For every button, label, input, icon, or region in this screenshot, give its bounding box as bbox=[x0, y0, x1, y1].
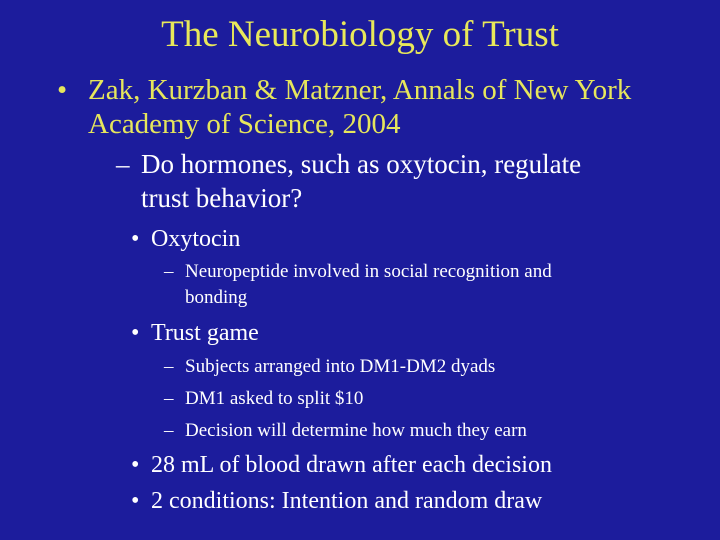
question-line-1: Do hormones, such as oxytocin, regulate bbox=[141, 149, 582, 179]
question-line-2: trust behavior? bbox=[141, 183, 303, 213]
trust-detail-dash: – bbox=[164, 356, 174, 377]
slide-title: The Neurobiology of Trust bbox=[161, 14, 559, 55]
trust-detail-dash: – bbox=[164, 388, 174, 409]
conditions-point: 2 conditions: Intention and random draw bbox=[151, 488, 543, 514]
trust-detail-1: Subjects arranged into DM1-DM2 dyads bbox=[185, 356, 496, 377]
oxytocin-bullet: • bbox=[131, 226, 140, 252]
oxytocin-detail-line-2: bonding bbox=[185, 287, 248, 308]
blood-bullet: • bbox=[131, 452, 140, 478]
citation-line-2: Academy of Science, 2004 bbox=[88, 108, 401, 140]
oxytocin-detail-line-1: Neuropeptide involved in social recognition and bbox=[185, 261, 552, 282]
citation-bullet bbox=[57, 76, 67, 105]
citation-line-1: Zak, Kurzban & Matzner, Annals of New York bbox=[88, 74, 632, 106]
oxytocin-detail-dash: – bbox=[164, 261, 174, 282]
trust-game-label: Trust game bbox=[151, 320, 259, 346]
blood-drawn-point: 28 mL of blood drawn after each decision bbox=[151, 452, 552, 478]
trust-game-bullet: • bbox=[131, 320, 140, 346]
trust-detail-3: Decision will determine how much they earn bbox=[185, 420, 527, 441]
oxytocin-label: Oxytocin bbox=[151, 226, 241, 252]
conditions-bullet: • bbox=[131, 488, 140, 514]
bullet-icon: • bbox=[57, 74, 68, 106]
trust-detail-2: DM1 asked to split $10 bbox=[185, 388, 364, 409]
question-dash: – bbox=[116, 149, 130, 179]
trust-detail-dash: – bbox=[164, 420, 174, 441]
